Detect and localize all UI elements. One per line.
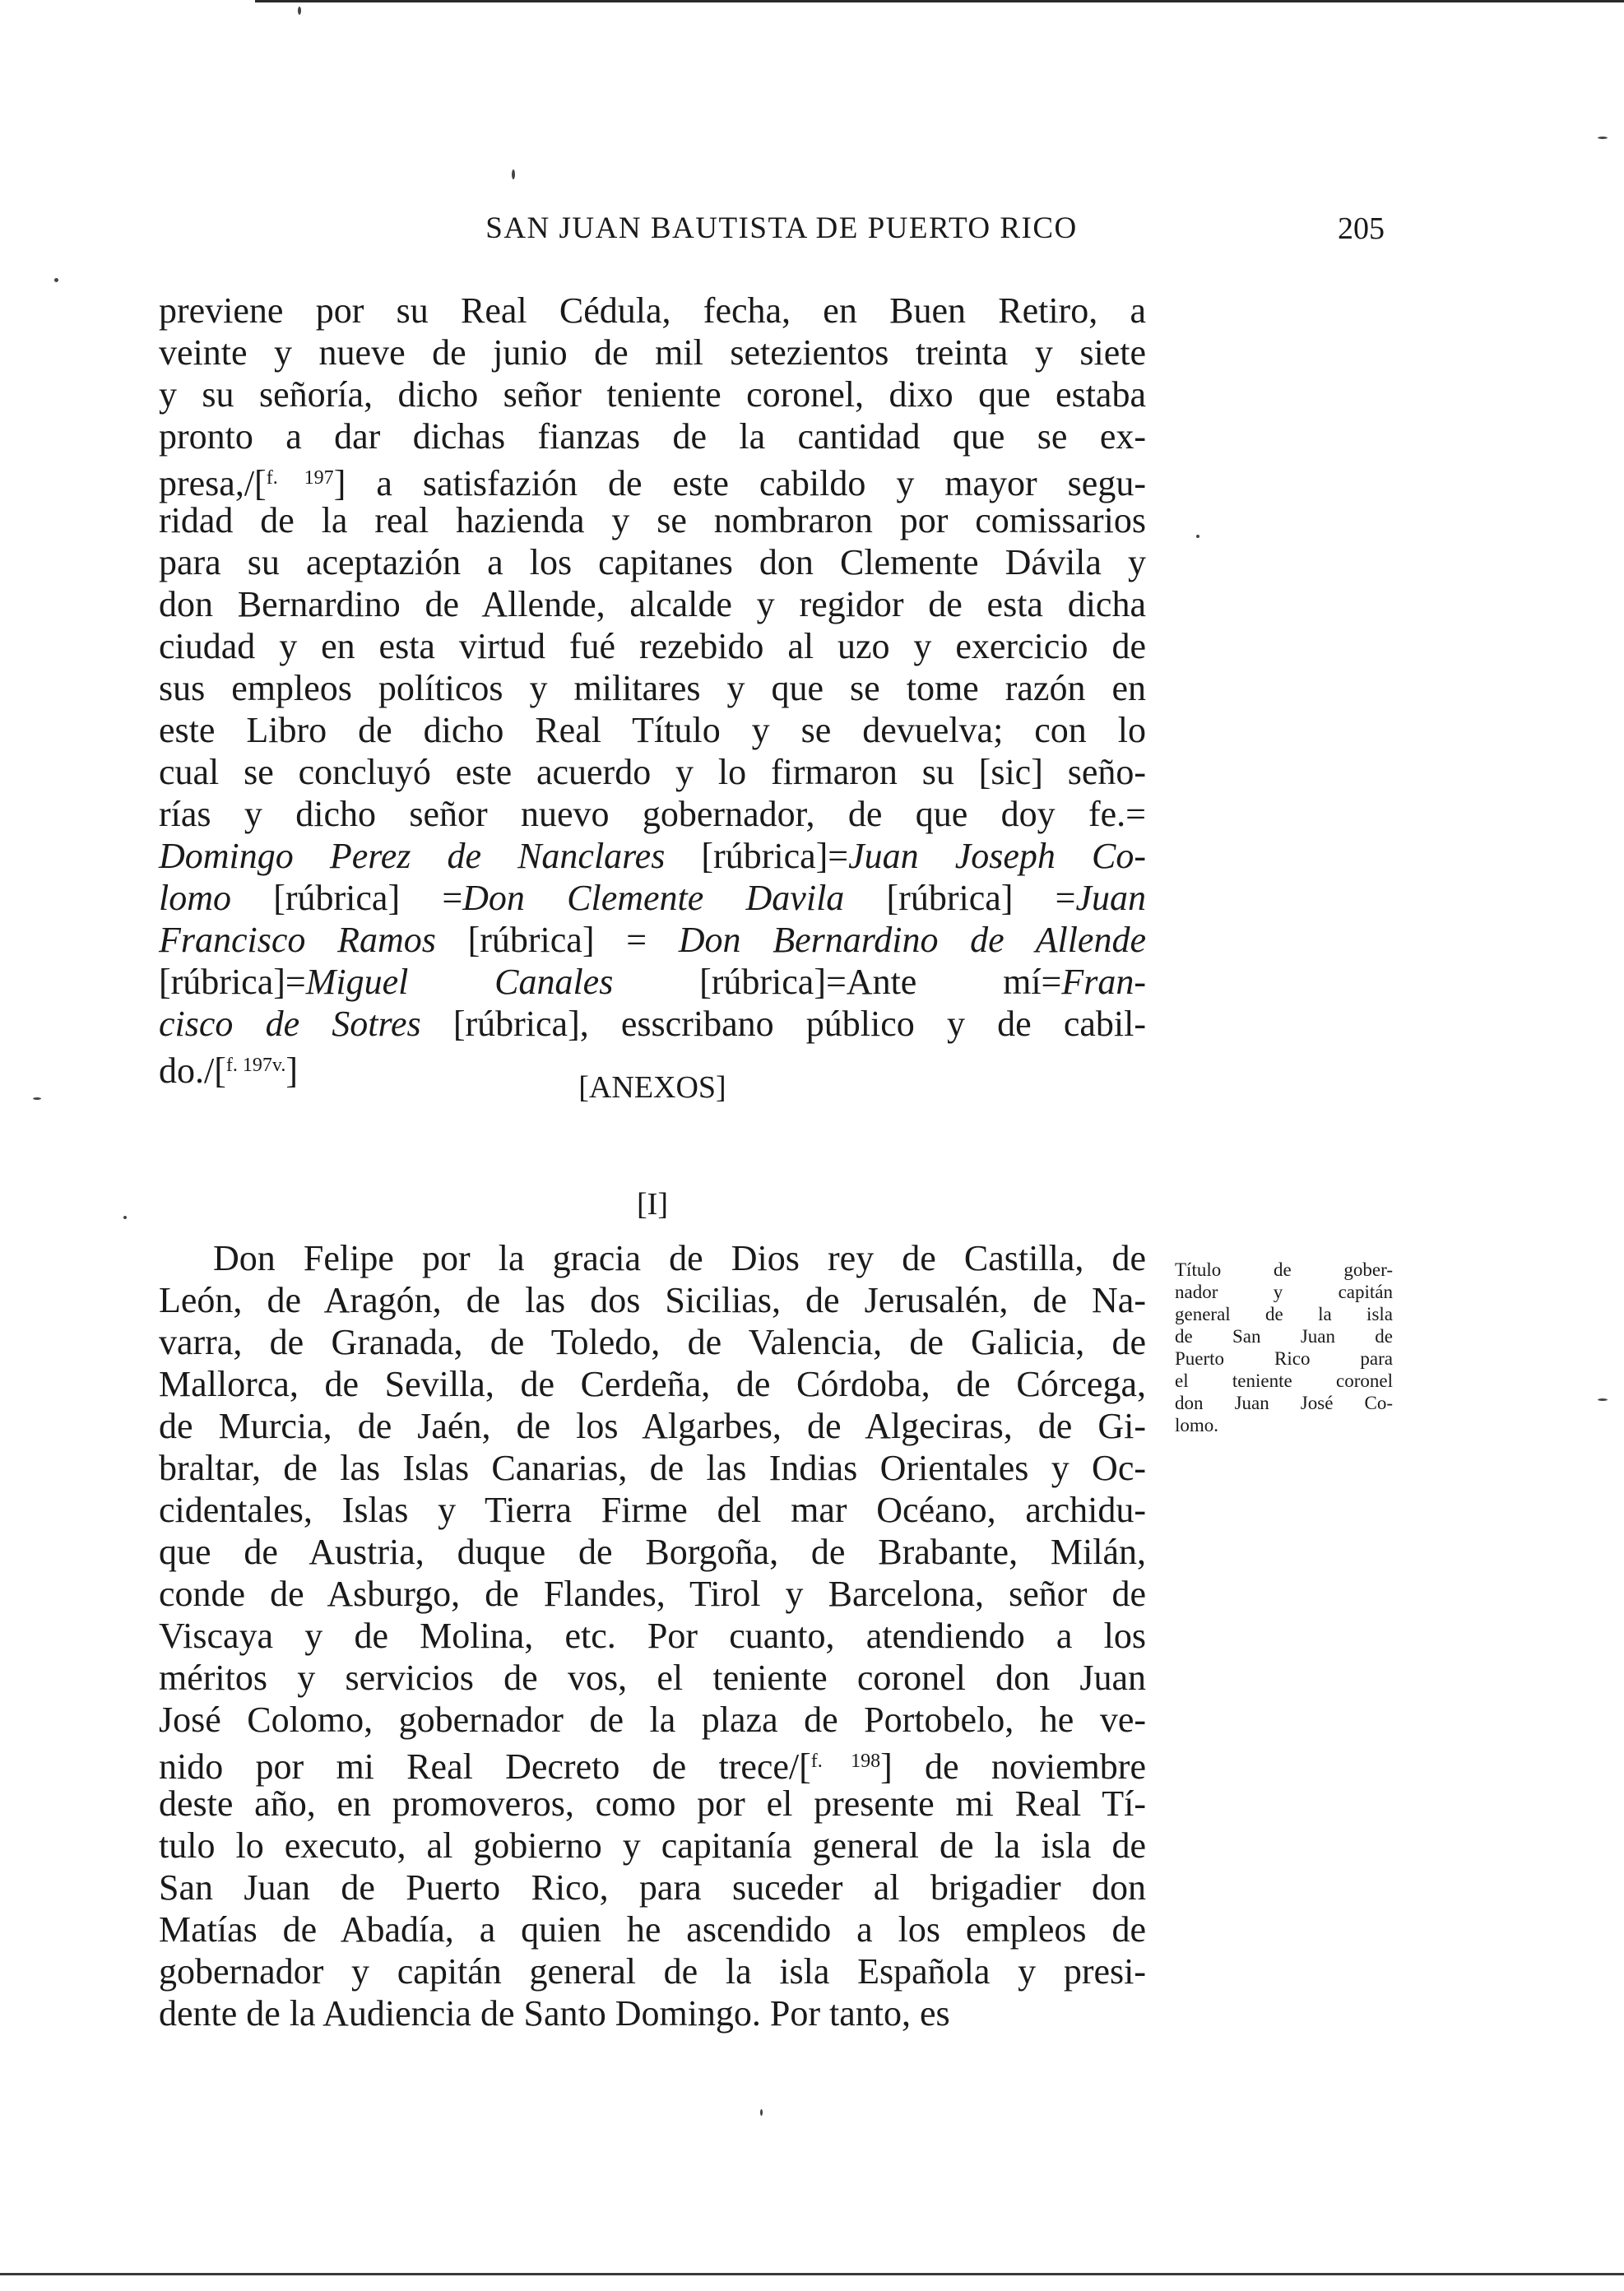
scan-speck [298, 7, 301, 15]
text-line: León, de Aragón, de las dos Sicilias, de Jerusalén, de Na- [159, 1280, 1146, 1320]
scan-speck [1598, 137, 1608, 139]
page-number: 205 [1338, 211, 1385, 246]
text-run: ] [285, 1050, 298, 1091]
scan-speck [123, 1216, 127, 1219]
signatory-name: Juan [1075, 878, 1146, 918]
text-line: lomo. [1175, 1415, 1219, 1435]
text-line: José Colomo, gobernador de la plaza de Portobelo, he ve- [159, 1700, 1146, 1740]
text-line: don Bernardino de Allende, alcalde y regidor de esta dicha [159, 584, 1146, 624]
text-line [159, 457, 1146, 503]
text-line: este Libro de dicho Real Título y se devuelva; con lo [159, 710, 1146, 750]
text-line: Título de gober- [1175, 1259, 1393, 1280]
text-line [159, 919, 1146, 961]
text-line: varra, de Granada, de Toledo, de Valencia, de Galicia, de [159, 1322, 1146, 1362]
text-line: el teniente coronel [1175, 1370, 1393, 1391]
text-run: [rúbrica] = [435, 920, 679, 960]
text-line: de Murcia, de Jaén, de los Algarbes, de Algeciras, de Gi- [159, 1406, 1146, 1446]
annex-heading: [ANEXOS] [578, 1070, 726, 1105]
folio-marker: f. 197 [266, 467, 334, 489]
signatory-name: Francisco Ramos [159, 920, 436, 960]
text-run: [rúbrica] = [844, 878, 1076, 918]
text-line: gobernador y capitán general de la isla Española y presi- [159, 1951, 1146, 1992]
scan-speck [1196, 535, 1199, 538]
scan-speck [512, 169, 515, 179]
margin-note [1175, 1259, 1393, 1436]
text-line: para su aceptazión a los capitanes don Clemente Dávila y [159, 542, 1146, 582]
text-run: [rúbrica]= [665, 836, 849, 876]
page-bottom-edge [0, 2273, 1624, 2275]
text-run: do./[ [159, 1050, 226, 1091]
text-line: previene por su Real Cédula, fecha, en Buen Retiro, a [159, 290, 1146, 331]
text-line: dente de la Audiencia de Santo Domingo. Por tanto, es [159, 1993, 950, 2034]
text-run: [rúbrica] = [231, 878, 463, 918]
text-line: de San Juan de [1175, 1326, 1393, 1347]
text-run: presa,/[ [159, 463, 267, 503]
signatory-name: Miguel Canales [305, 962, 614, 1002]
signatory-name: Domingo Perez de Nanclares [159, 836, 666, 876]
text-line [159, 1741, 1146, 1787]
text-line: braltar, de las Islas Canarias, de las Indias Orientales y Oc- [159, 1448, 1146, 1488]
text-line: conde de Asburgo, de Flandes, Tirol y Barcelona, señor de [159, 1574, 1146, 1614]
text-line: rías y dicho señor nuevo gobernador, de que doy fe.= [159, 794, 1146, 834]
text-line: y su señoría, dicho señor teniente coronel, dixo que estaba [159, 374, 1146, 415]
text-line: Don Felipe por la gracia de Dios rey de Castilla, de [213, 1238, 1146, 1278]
text-line: general de la isla [1175, 1304, 1393, 1324]
text-line: pronto a dar dichas fianzas de la cantidad que se ex- [159, 416, 1146, 457]
running-head: SAN JUAN BAUTISTA DE PUERTO RICO [485, 211, 1078, 245]
signatory-name: cisco de Sotres [159, 1004, 421, 1044]
text-line: tulo lo executo, al gobierno y capitanía general de la isla de [159, 1825, 1146, 1866]
folio-marker: f. 197v. [225, 1055, 286, 1076]
text-line [159, 835, 1146, 877]
signatory-name: lomo [159, 878, 231, 918]
scan-speck [760, 2109, 763, 2116]
page-top-edge [255, 0, 1624, 2]
text-line: ciudad y en esta virtud fué rezebido al uzo y exercicio de [159, 626, 1146, 666]
text-run: [rúbrica]=Ante mí= [613, 962, 1062, 1002]
scan-speck [33, 1097, 41, 1100]
text-line [159, 961, 1146, 1003]
text-line: méritos y servicios de vos, el teniente coronel don Juan [159, 1658, 1146, 1698]
text-line: Mallorca, de Sevilla, de Cerdeña, de Córdoba, de Córcega, [159, 1364, 1146, 1404]
text-line [159, 1003, 1146, 1045]
text-line: veinte y nueve de junio de mil setezientos treinta y siete [159, 332, 1146, 373]
signatory-name: Don Bernardino de Allende [678, 920, 1146, 960]
text-line: sus empleos políticos y militares y que se tome razón en [159, 668, 1146, 708]
text-line: cidentales, Islas y Tierra Firme del mar Océano, archidu- [159, 1490, 1146, 1530]
folio-marker: f. 198 [810, 1751, 881, 1772]
annex-number: [I] [637, 1187, 668, 1222]
text-line: Puerto Rico para [1175, 1348, 1393, 1369]
text-run: ] a satisfazión de este cabildo y mayor segu- [333, 463, 1146, 503]
text-line [159, 877, 1146, 919]
signatory-name: Fran- [1061, 962, 1147, 1002]
scan-speck [1598, 1398, 1608, 1401]
annex-body-text [159, 1237, 1146, 2034]
text-run: nido por mi Real Decreto de trece/[ [159, 1746, 811, 1787]
signatory-name: Juan Joseph Co- [848, 836, 1146, 876]
scan-speck [54, 278, 58, 282]
signatory-name: Don Clemente Davila [462, 878, 845, 918]
text-line: Viscaya y de Molina, etc. Por cuanto, atendiendo a los [159, 1616, 1146, 1656]
text-run: ] de noviembre [880, 1746, 1146, 1787]
text-line: don Juan José Co- [1175, 1393, 1393, 1413]
text-line: ridad de la real hazienda y se nombraron por comissarios [159, 500, 1146, 540]
text-line: que de Austria, duque de Borgoña, de Brabante, Milán, [159, 1532, 1146, 1572]
text-line: San Juan de Puerto Rico, para suceder al brigadier don [159, 1867, 1146, 1908]
text-run: [rúbrica]= [159, 962, 306, 1002]
text-run: [rúbrica], esscribano público y de cabil- [420, 1004, 1146, 1044]
text-line: deste año, en promoveros, como por el presente mi Real Tí- [159, 1783, 1146, 1824]
text-line: Matías de Abadía, a quien he ascendido a los empleos de [159, 1909, 1146, 1950]
text-line: cual se concluyó este acuerdo y lo firmaron su [sic] seño- [159, 752, 1146, 792]
text-line: nador y capitán [1175, 1282, 1393, 1302]
